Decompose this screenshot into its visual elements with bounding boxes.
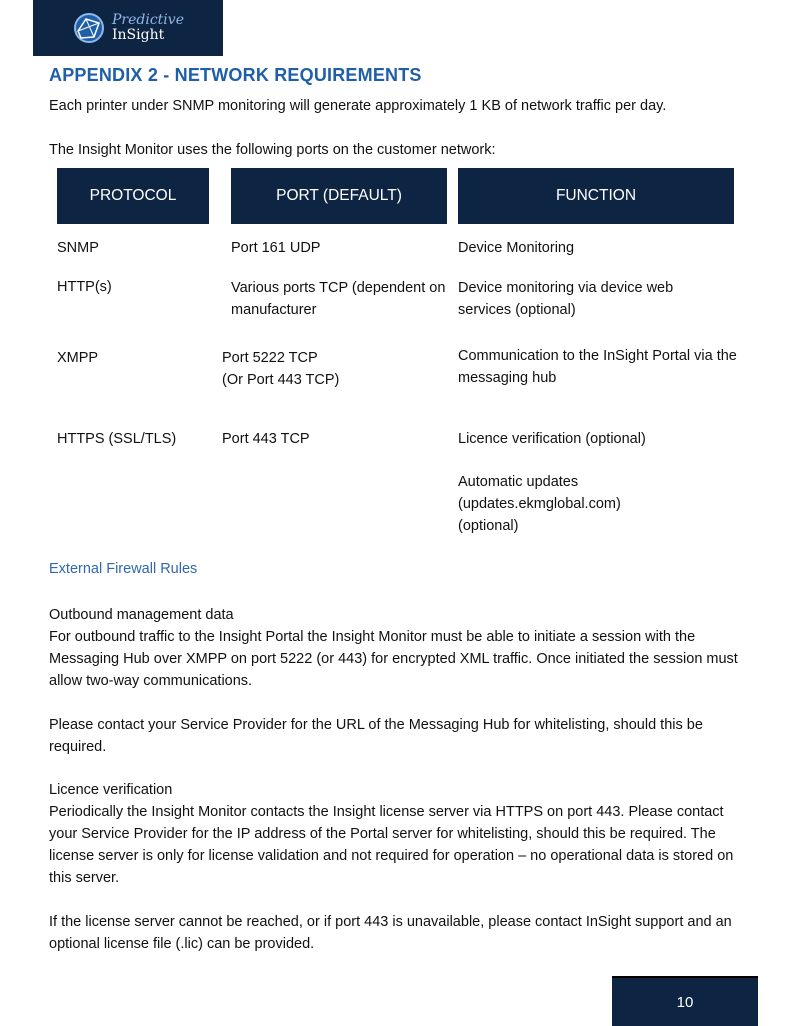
contact-paragraph: Please contact your Service Provider for the URL of the Messaging Hub for whitelisting, should this be required.: [49, 717, 703, 755]
firewall-heading: External Firewall Rules: [49, 561, 198, 577]
row1-function: Device Monitoring: [458, 240, 575, 256]
row2-function: Device monitoring via device web services (optional): [458, 280, 674, 318]
licence-body: Periodically the Insight Monitor contacts the Insight license server via HTTPS on port 443. Please contact your Service Provider for the IP address of the Portal server for whitelisting, should this be required. The license server is only for license validation and not required for operation – no operational data is stored on this server.: [49, 804, 734, 886]
ports-intro: The Insight Monitor uses the following ports on the customer network:: [49, 142, 496, 158]
globe-icon: [72, 11, 106, 45]
row3-function: Communication to the InSight Portal via the messaging hub: [458, 348, 737, 386]
row4-function: Licence verification (optional): [458, 431, 646, 447]
row1-port: Port 161 UDP: [231, 240, 321, 256]
row4-function-extra: Automatic updates (updates.ekmglobal.com) (optional): [458, 474, 621, 534]
page-number: 10: [612, 976, 758, 1026]
logo-line1: Predictive: [112, 12, 184, 28]
header-protocol: PROTOCOL: [57, 168, 209, 224]
intro-paragraph: Each printer under SNMP monitoring will generate approximately 1 KB of network traffic per day.: [49, 98, 667, 114]
outbound-body: For outbound traffic to the Insight Portal the Insight Monitor must be able to initiate a session with the Messaging Hub over XMPP on port 5222 (or 443) for encrypted XML traffic. Once initiated the session must allow two-way communications.: [49, 629, 738, 689]
logo-line2: InSight: [112, 27, 165, 43]
header-logo: [33, 0, 223, 56]
row1-protocol: SNMP: [57, 240, 99, 256]
row2-protocol: HTTP(s): [57, 279, 112, 295]
final-paragraph: If the license server cannot be reached, or if port 443 is unavailable, please contact InSight support and an optional license file (.lic) can be provided.: [49, 914, 732, 952]
header-function: FUNCTION: [458, 168, 734, 224]
header-port: PORT (DEFAULT): [231, 168, 447, 224]
page-heading: APPENDIX 2 - NETWORK REQUIREMENTS: [49, 65, 422, 85]
row2-port: Various ports TCP (dependent on manufacturer: [231, 280, 446, 318]
row3-port: Port 5222 TCP (Or Port 443 TCP): [222, 350, 340, 388]
row3-protocol: XMPP: [57, 350, 99, 366]
outbound-title: Outbound management data: [49, 607, 234, 623]
licence-title: Licence verification: [49, 782, 173, 798]
row4-protocol: HTTPS (SSL/TLS): [57, 431, 177, 447]
row4-port: Port 443 TCP: [222, 431, 310, 447]
